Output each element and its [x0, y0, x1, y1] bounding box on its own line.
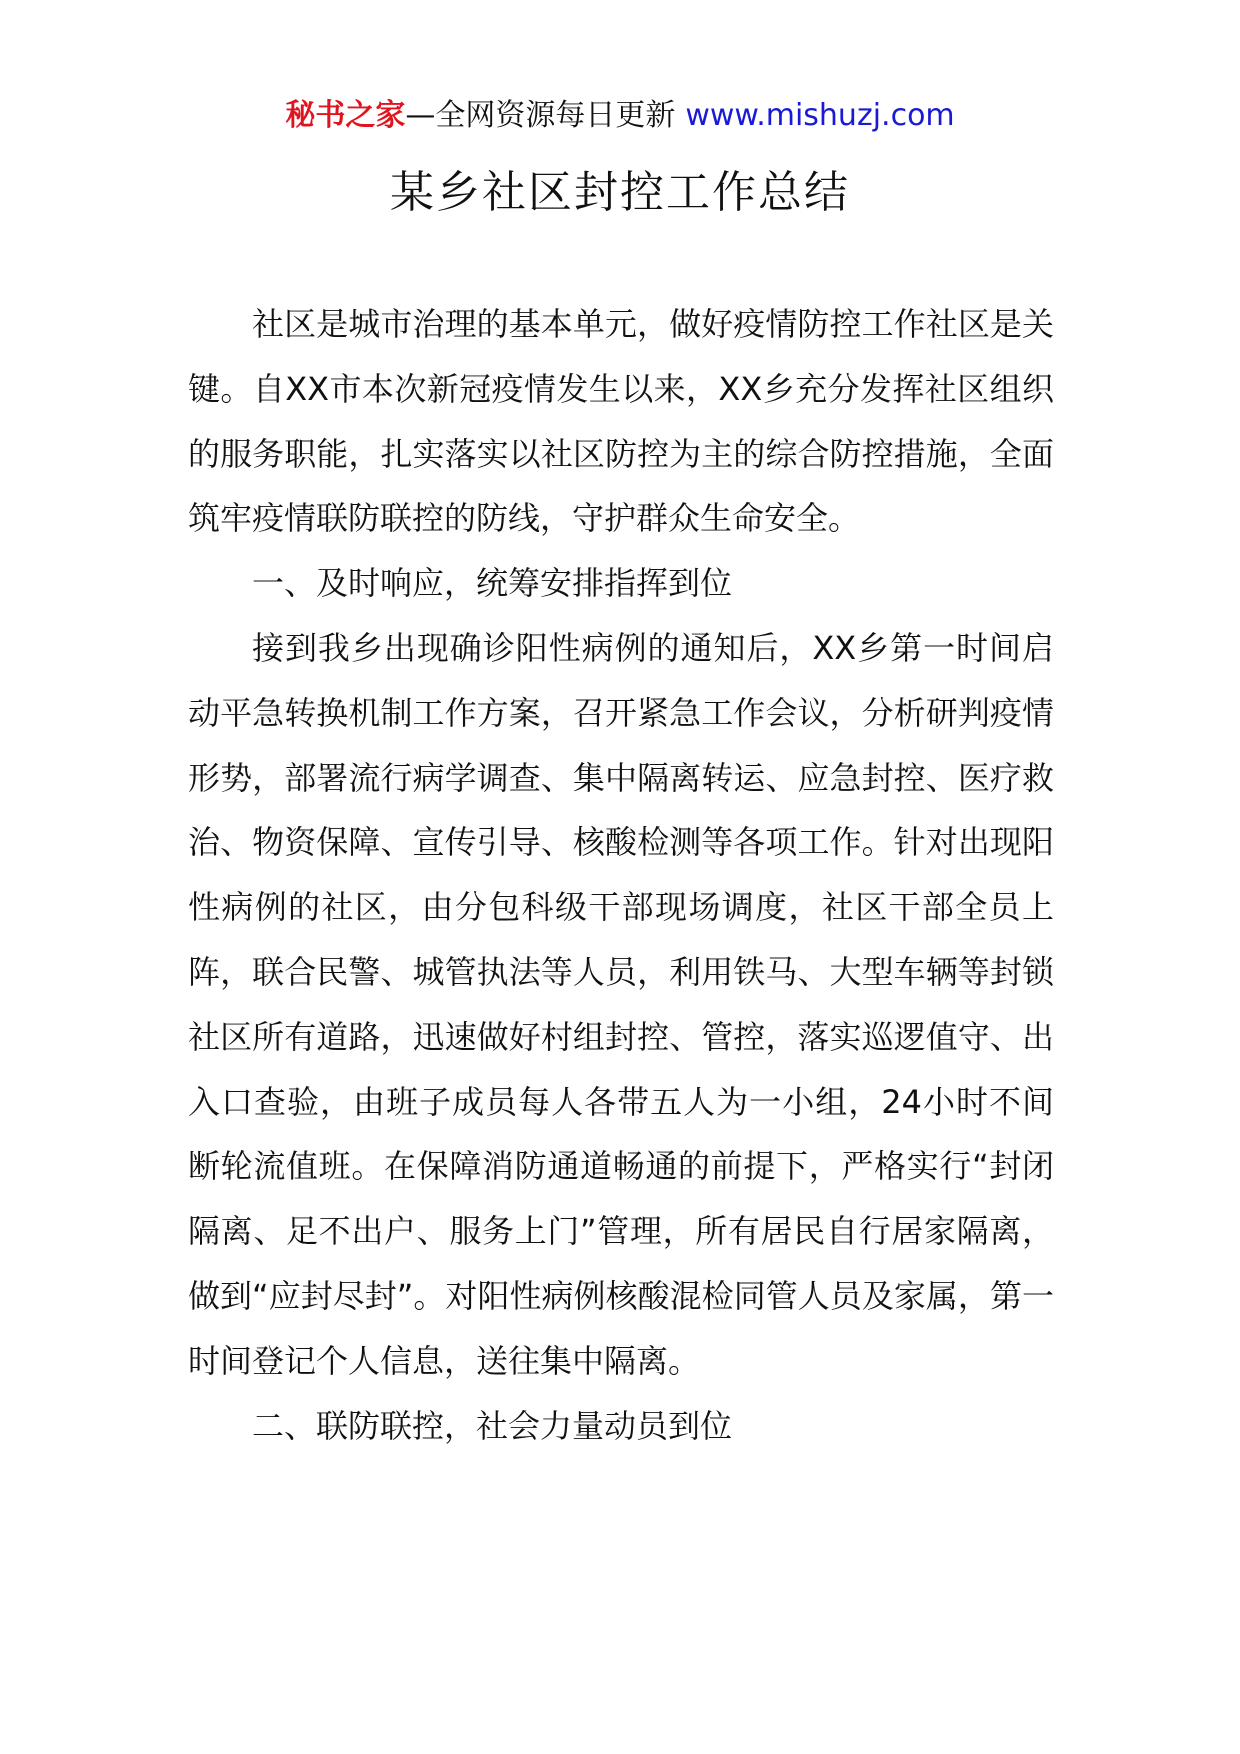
header-banner — [0, 96, 1240, 136]
document-title: 某乡社区封控工作总结 — [390, 167, 850, 218]
intro-paragraph: 社区是城市治理的基本单元，做好疫情防控工作社区是关键。自XX市本次新冠疫情发生以来，XX乡充分发挥社区组织的服务职能，扎实落实以社区防控为主的综合防控措施，全面筑牢疫情联防联控的防线，守护群众生命安全。 — [188, 305, 1054, 538]
header-slogan: —全网资源每日更新 — [405, 98, 676, 133]
section-1-paragraph: 接到我乡出现确诊阳性病例的通知后，XX乡第一时间启动平急转换机制工作方案，召开紧急工作会议，分析研判疫情形势，部署流行病学调查、集中隔离转运、应急封控、医疗救治、物资保障、宣传引导、核酸检测等各项工作。针对出现阳性病例的社区，由分包科级干部现场调度，社区干部全员上阵，联合民警、城管执法等人员，利用铁马、大型车辆等封锁社区所有道路，迅速做好村组封控、管控，落实巡逻值守、出入口查验，由班子成员每人各带五人为一小组，24小时不间断轮流值班。在保障消防通道畅通的前提下，严格实行“封闭隔离、足不出户、服务上门”管理，所有居民自行居家隔离，做到“应封尽封”。对阳性病例核酸混检同管人员及家属，第一时间登记个人信息，送往集中隔离。 — [188, 628, 1054, 1380]
brand-name: 秘书之家 — [285, 98, 406, 133]
section-heading-1: 一、及时响应，统筹安排指挥到位 — [252, 564, 733, 603]
site-url-link[interactable]: www.mishuzj.com — [685, 98, 955, 133]
section-heading-2: 二、联防联控，社会力量动员到位 — [252, 1406, 733, 1445]
document-body — [188, 292, 1054, 1458]
